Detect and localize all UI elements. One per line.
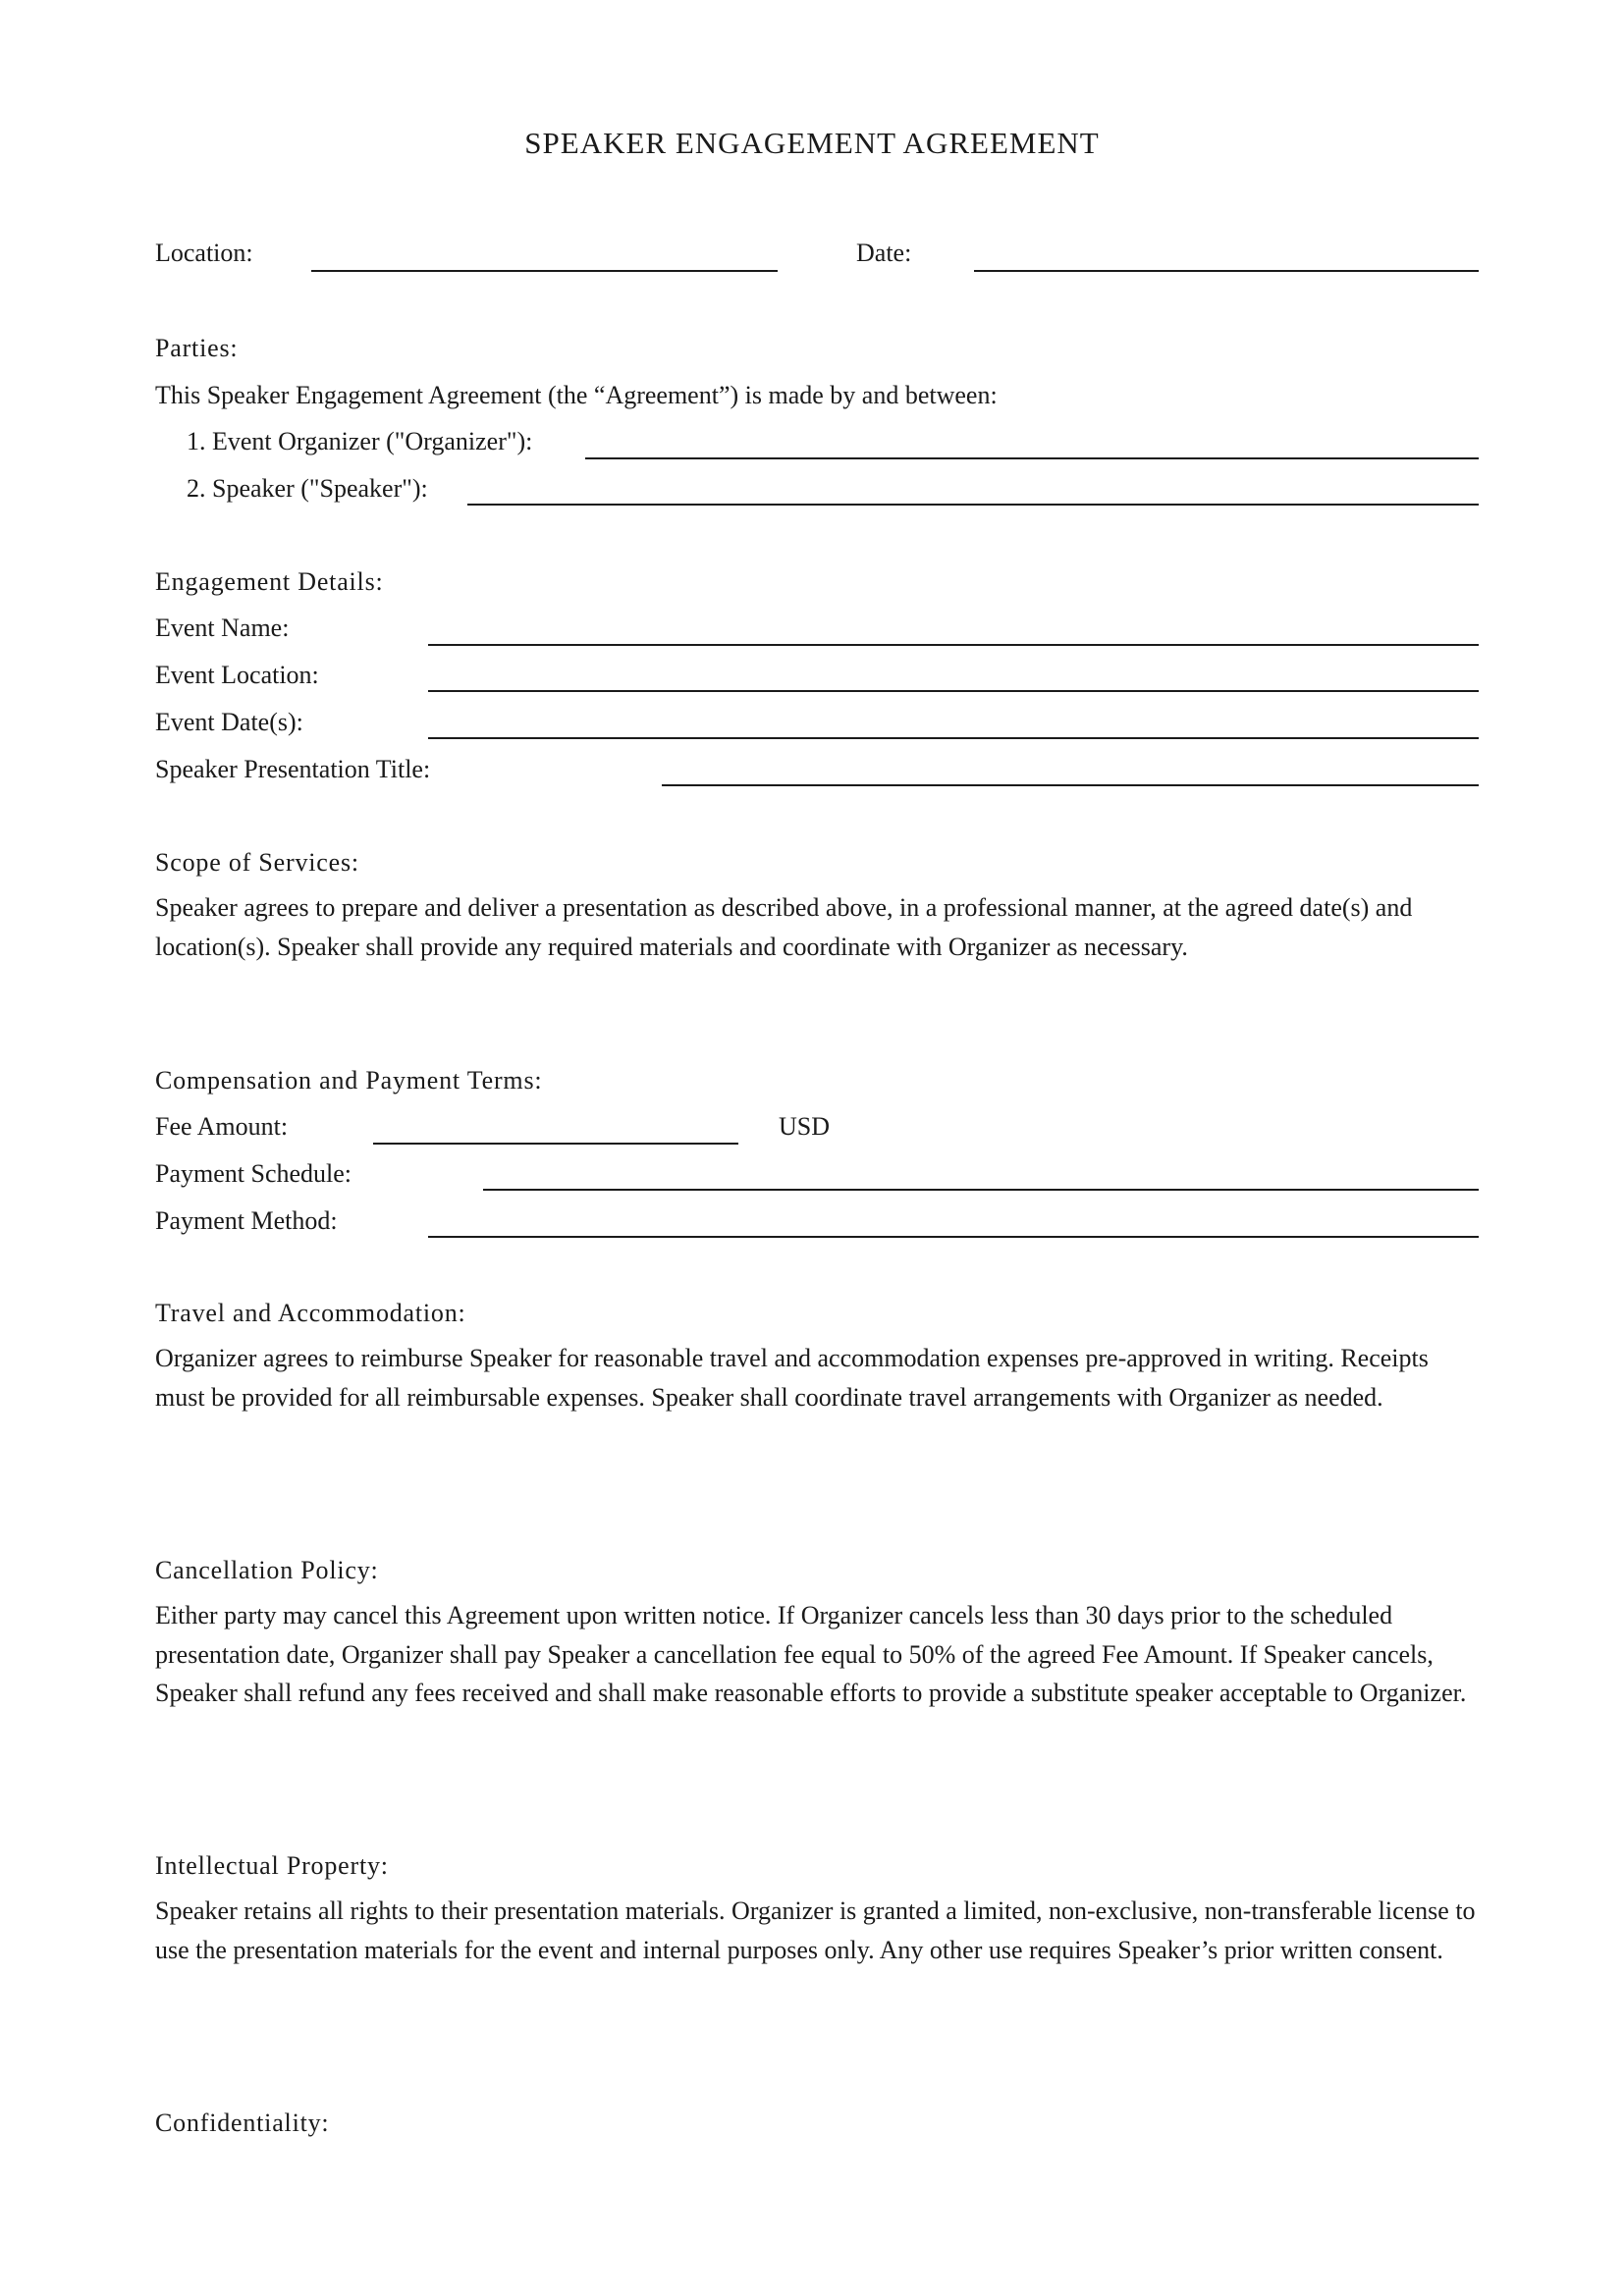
event-dates-label: Event Date(s): [155,708,303,736]
scope-heading: Scope of Services: [155,848,359,877]
event-dates-field[interactable] [428,737,1479,739]
location-label: Location: [155,239,253,267]
travel-heading: Travel and Accommodation: [155,1299,466,1327]
scope-body: Speaker agrees to prepare and deliver a presentation as described above, in a professional manner, at the agreed date(s) and location(s). Speaker shall provide any required materials and coordinate with Organizer as necessary. [155,893,1413,961]
organizer-field[interactable] [585,457,1479,459]
fee-label: Fee Amount: [155,1112,289,1141]
event-name-label: Event Name: [155,614,290,642]
event-location-field[interactable] [428,690,1479,692]
date-label: Date: [856,239,912,267]
cancellation-body: Either party may cancel this Agreement upon written notice. If Organizer cancels less than 30 days prior to the scheduled presentation date, Organizer shall pay Speaker a cancellation fee equal to 50% of the agreed Fee Amount. If Speaker cancels, Speaker shall refund any fees received and shall make reasonable efforts to provide a substitute speaker acceptable to Organizer. [155,1601,1467,1707]
confidentiality-heading: Confidentiality: [155,2109,330,2137]
parties-heading: Parties: [155,334,239,362]
payment-method-field[interactable] [428,1236,1479,1238]
organizer-label: 1. Event Organizer ("Organizer"): [187,427,533,455]
parties-intro: This Speaker Engagement Agreement (the “Agreement”) is made by and between: [155,381,998,409]
travel-body: Organizer agrees to reimburse Speaker for reasonable travel and accommodation expenses pre-approved in writing. Receipts must be provided for all reimbursable expenses. Speaker shall coordinate travel arrangements with Organizer as needed. [155,1344,1429,1412]
date-field[interactable] [974,270,1479,272]
presentation-title-label: Speaker Presentation Title: [155,755,431,783]
speaker-field[interactable] [467,504,1479,506]
cancellation-heading: Cancellation Policy: [155,1556,379,1584]
engagement-heading: Engagement Details: [155,567,384,596]
document-title: SPEAKER ENGAGEMENT AGREEMENT [524,126,1100,160]
payment-schedule-field[interactable] [483,1189,1479,1191]
ip-heading: Intellectual Property: [155,1851,389,1880]
event-name-field[interactable] [428,644,1479,646]
payment-method-label: Payment Method: [155,1206,338,1235]
speaker-label: 2. Speaker ("Speaker"): [187,474,428,503]
event-location-label: Event Location: [155,661,319,689]
location-field[interactable] [311,270,778,272]
ip-body: Speaker retains all rights to their presentation materials. Organizer is granted a limited, non-exclusive, non-transferable license to use the presentation materials for the event and internal purposes only. Any other use requires Speaker’s prior written consent. [155,1896,1476,1964]
currency-label: USD [779,1112,831,1141]
presentation-title-field[interactable] [662,784,1479,786]
compensation-heading: Compensation and Payment Terms: [155,1066,543,1095]
fee-field[interactable] [373,1143,738,1145]
payment-schedule-label: Payment Schedule: [155,1159,352,1188]
